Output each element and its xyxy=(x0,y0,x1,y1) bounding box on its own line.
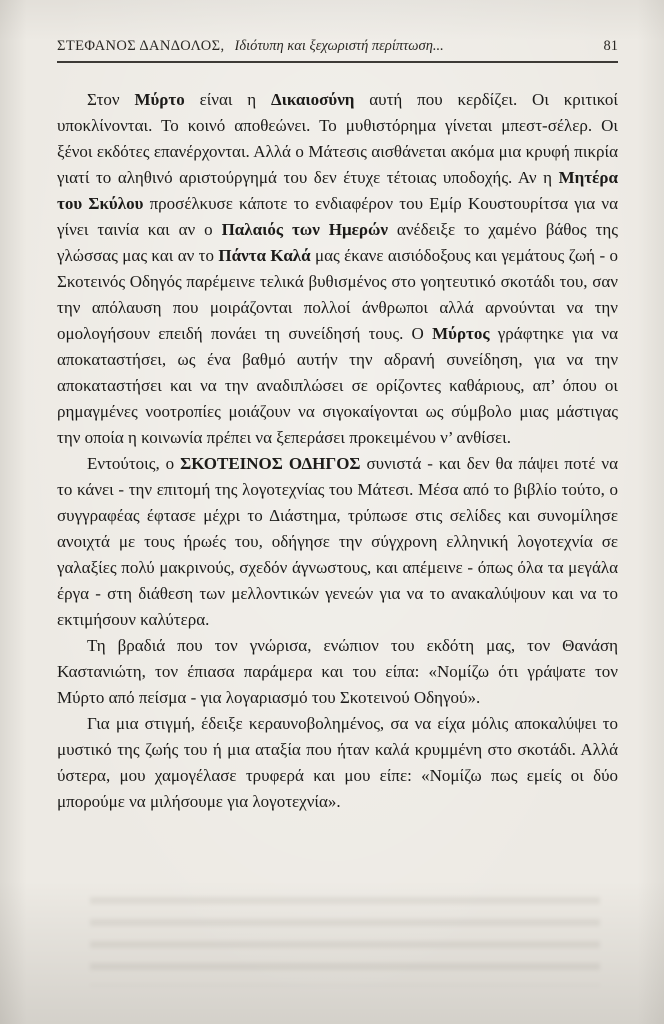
page-number: 81 xyxy=(603,38,618,54)
text-run: συνιστά - και δεν θα πάψει ποτέ να το κάνει - την επιτομή της λογοτεχνίας του Μάτεσι. Μέσα από το βιβλίο τούτο, ο συγγραφέας έφτασε μέχρι το Διάστημα, τρύπωσε στις σελίδες και συνομίλησε ανοιχτά με τους ήρωές του, οδήγησε την σύγχρονη ελληνική λογοτεχνία σε γαλαξίες πολύ μακρινούς, σχεδόν άγνωστους, και απέμεινε - όπως όλα τα μεγάλα έργα - στη διάθεση των μελλοντικών γενεών για να το ανακαλύψουν και να το εκτιμήσουν καλύτερα. xyxy=(57,454,618,629)
bold-text-run: Πάντα Καλά xyxy=(218,246,311,265)
paragraph xyxy=(57,87,618,451)
paragraph xyxy=(57,633,618,711)
bold-text-run: Μύρτο xyxy=(134,90,185,109)
bold-text-run: Μύρτος xyxy=(432,324,490,343)
running-header xyxy=(57,38,618,63)
text-run: γράφτηκε για να αποκαταστήσει, ως ένα βαθμό αυτήν την αδρανή συνείδηση, για να την αποκαταστήσει και να την αναδιπλώσει σε ορίζοντες καθάριους, απ’ όπου οι ρημαγμένες νοοτροπίες μοιάζουν να σιγοκαίγονται ως σύμβολο μιας μάστιγας την οποία η κοινωνία πρέπει να ξεπεράσει προκειμένου ν’ ανθίσει. xyxy=(57,324,618,447)
text-run: Εντούτοις, ο xyxy=(87,454,181,473)
text-run: προσέλκυσε κάποτε το ενδιαφέρον του Εμίρ Κουστουρίτσα για να γίνει ταινία και αν ο xyxy=(57,194,618,239)
running-header-author: ΣΤΕΦΑΝΟΣ ΔΑΝΔΟΛΟΣ, xyxy=(57,38,225,54)
text-run: αυτή που κερδίζει. Οι κριτικοί υποκλίνονται. Το κοινό αποθεώνει. Το μυθιστόρημα γίνεται μπεστ-σέλερ. Οι ξένοι εκδότες επανέρχονται. Αλλά ο Μάτεσις αισθάνεται ακόμα μια κρυφή πικρία γιατί το αληθινό αριστούργημά του δεν έτυχε τέτοιας υποδοχής. Αν η xyxy=(57,90,619,187)
paragraph xyxy=(57,451,618,633)
bold-text-run: ΣΚΟΤΕΙΝΟΣ ΟΔΗΓΟΣ xyxy=(180,454,361,473)
text-run: είναι η xyxy=(184,90,271,109)
text-run: Στον xyxy=(87,90,135,109)
bold-text-run: Παλαιός των Ημερών xyxy=(221,220,388,239)
paragraph xyxy=(57,711,618,815)
text-run: Τη βραδιά που τον γνώρισα, ενώπιον του εκδότη μας, τον Θανάση Καστανιώτη, τον έπιασα παράμερα και του είπα: «Νομίζω ότι γράψατε τον Μύρτο από πείσμα - για λογαριασμό του Σκοτεινού Οδηγού». xyxy=(57,636,618,707)
reverse-page-bleed-through xyxy=(90,882,600,986)
bold-text-run: Δικαιοσύνη xyxy=(270,90,355,109)
body-text xyxy=(57,63,618,815)
running-header-title: Ιδιότυπη και ξεχωριστή περίπτωση... xyxy=(234,38,444,54)
text-run: μας έκανε αισιόδοξους και γεμάτους ζωή - ο Σκοτεινός Οδηγός παρέμεινε τελικά βυθισμένος στο γοητευτικό σκοτάδι του, σαν την απόλαυση που μοιράζονται πολλοί άνθρωποι αλλά αρνούνται να την ομολογήσουν επειδή πονάει τη συνείδησή τους. Ο xyxy=(57,246,619,343)
bold-text-run: Μητέρα του Σκύλου xyxy=(57,168,618,213)
text-run: Για μια στιγμή, έδειξε κεραυνοβολημένος, σα να είχα μόλις αποκαλύψει το μυστικό της ζωής του ή μια αταξία που ήταν καλά κρυμμένη στο σκοτάδι. Αλλά ύστερα, μου χαμογέλασε τρυφερά και μου είπε: «Νομίζω πως εμείς οι δύο μπορούμε να μιλήσουμε για λογοτεχνία». xyxy=(57,714,618,811)
text-run: ανέδειξε το χαμένο βάθος της γλώσσας μας και αν το xyxy=(57,220,619,265)
